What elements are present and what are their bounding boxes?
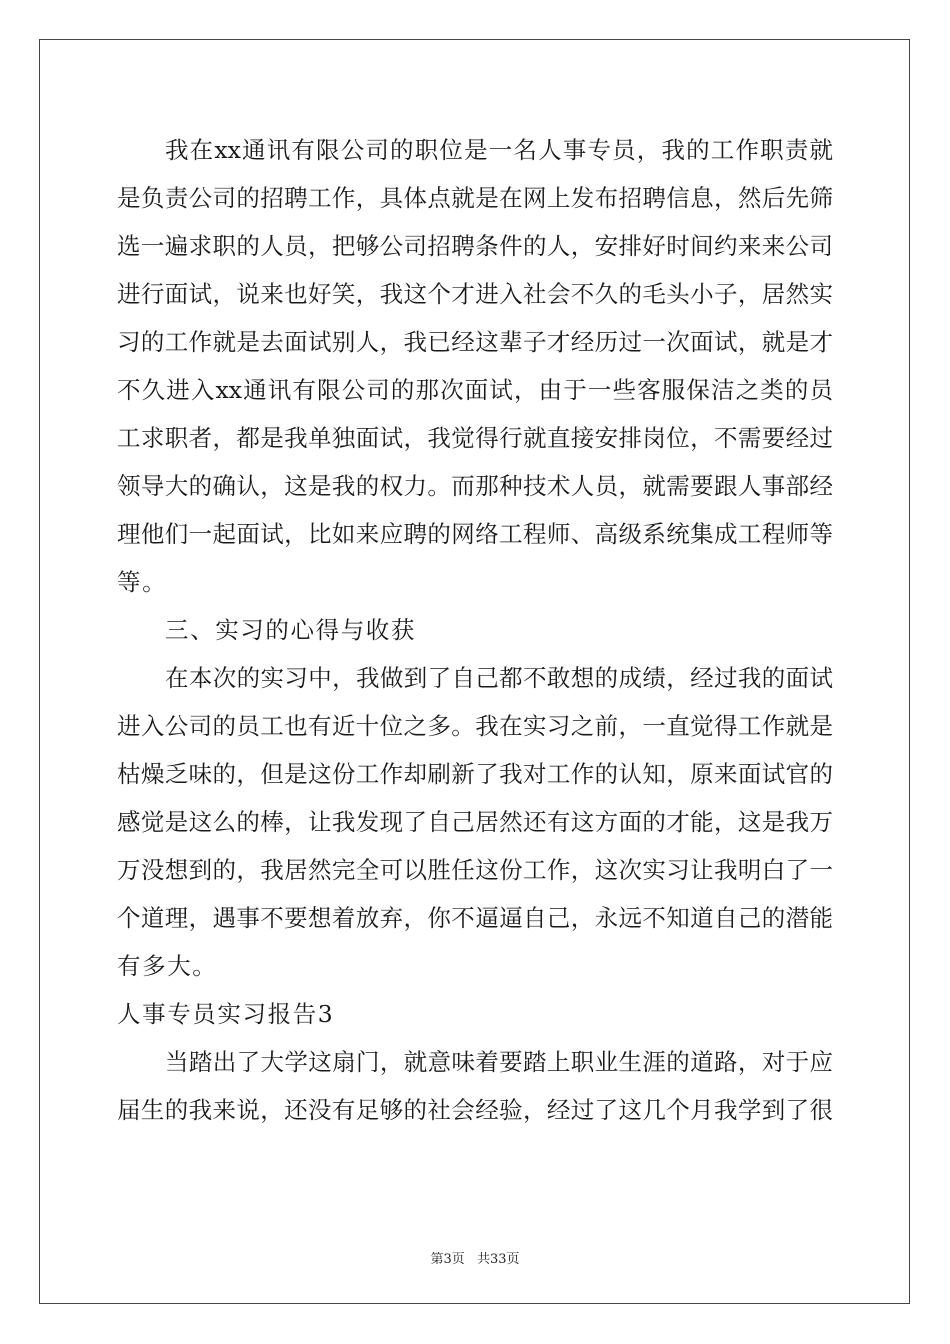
paragraph-line: 进入公司的员工也有近十位之多。我在实习之前，一直觉得工作就是 [117,712,833,740]
paragraph-line: 等。 [117,568,168,596]
report-title: 人事专员实习报告3 [117,1000,335,1028]
paragraph-line: 不久进入xx通讯有限公司的那次面试，由于一些客服保洁之类的员 [117,376,833,404]
paragraph-line: 习的工作就是去面试别人，我已经这辈子才经历过一次面试，就是才 [117,328,833,356]
paragraph-line: 个道理，遇事不要想着放弃，你不逼逼自己，永远不知道自己的潜能 [117,904,833,932]
paragraph-line: 枯燥乏味的，但是这份工作却刷新了我对工作的认知，原来面试官的 [117,760,833,788]
paragraph-line: 选一遍求职的人员，把够公司招聘条件的人，安排好时间约来来公司 [117,232,833,260]
paragraph-line: 理他们一起面试，比如来应聘的网络工程师、高级系统集成工程师等 [117,520,833,548]
paragraph-line: 进行面试，说来也好笑，我这个才进入社会不久的毛头小子，居然实 [117,280,833,308]
paragraph-line: 是负责公司的招聘工作，具体点就是在网上发布招聘信息，然后先筛 [117,184,833,212]
paragraph-line: 感觉是这么的棒，让我发现了自己居然还有这方面的才能，这是我万 [117,808,833,836]
paragraph-line: 有多大。 [117,952,218,980]
paragraph-line: 我在xx通讯有限公司的职位是一名人事专员，我的工作职责就 [165,136,833,164]
page-total: 共33页 [476,1252,520,1267]
paragraph-line: 领导大的确认，这是我的权力。而那种技术人员，就需要跟人事部经 [117,472,833,500]
section-heading: 三、实习的心得与收获 [165,616,416,644]
page-number: 第3页 [430,1252,465,1267]
paragraph-line: 在本次的实习中，我做到了自己都不敢想的成绩，经过我的面试 [165,664,833,692]
page-footer [0,1248,950,1267]
paragraph-line: 工求职者，都是我单独面试，我觉得行就直接安排岗位，不需要经过 [117,424,833,452]
paragraph-line: 届生的我来说，还没有足够的社会经验，经过了这几个月我学到了很 [117,1096,833,1124]
paragraph-line: 万没想到的，我居然完全可以胜任这份工作，这次实习让我明白了一 [117,856,833,884]
paragraph-line: 当踏出了大学这扇门，就意味着要踏上职业生涯的道路，对于应 [165,1048,833,1076]
